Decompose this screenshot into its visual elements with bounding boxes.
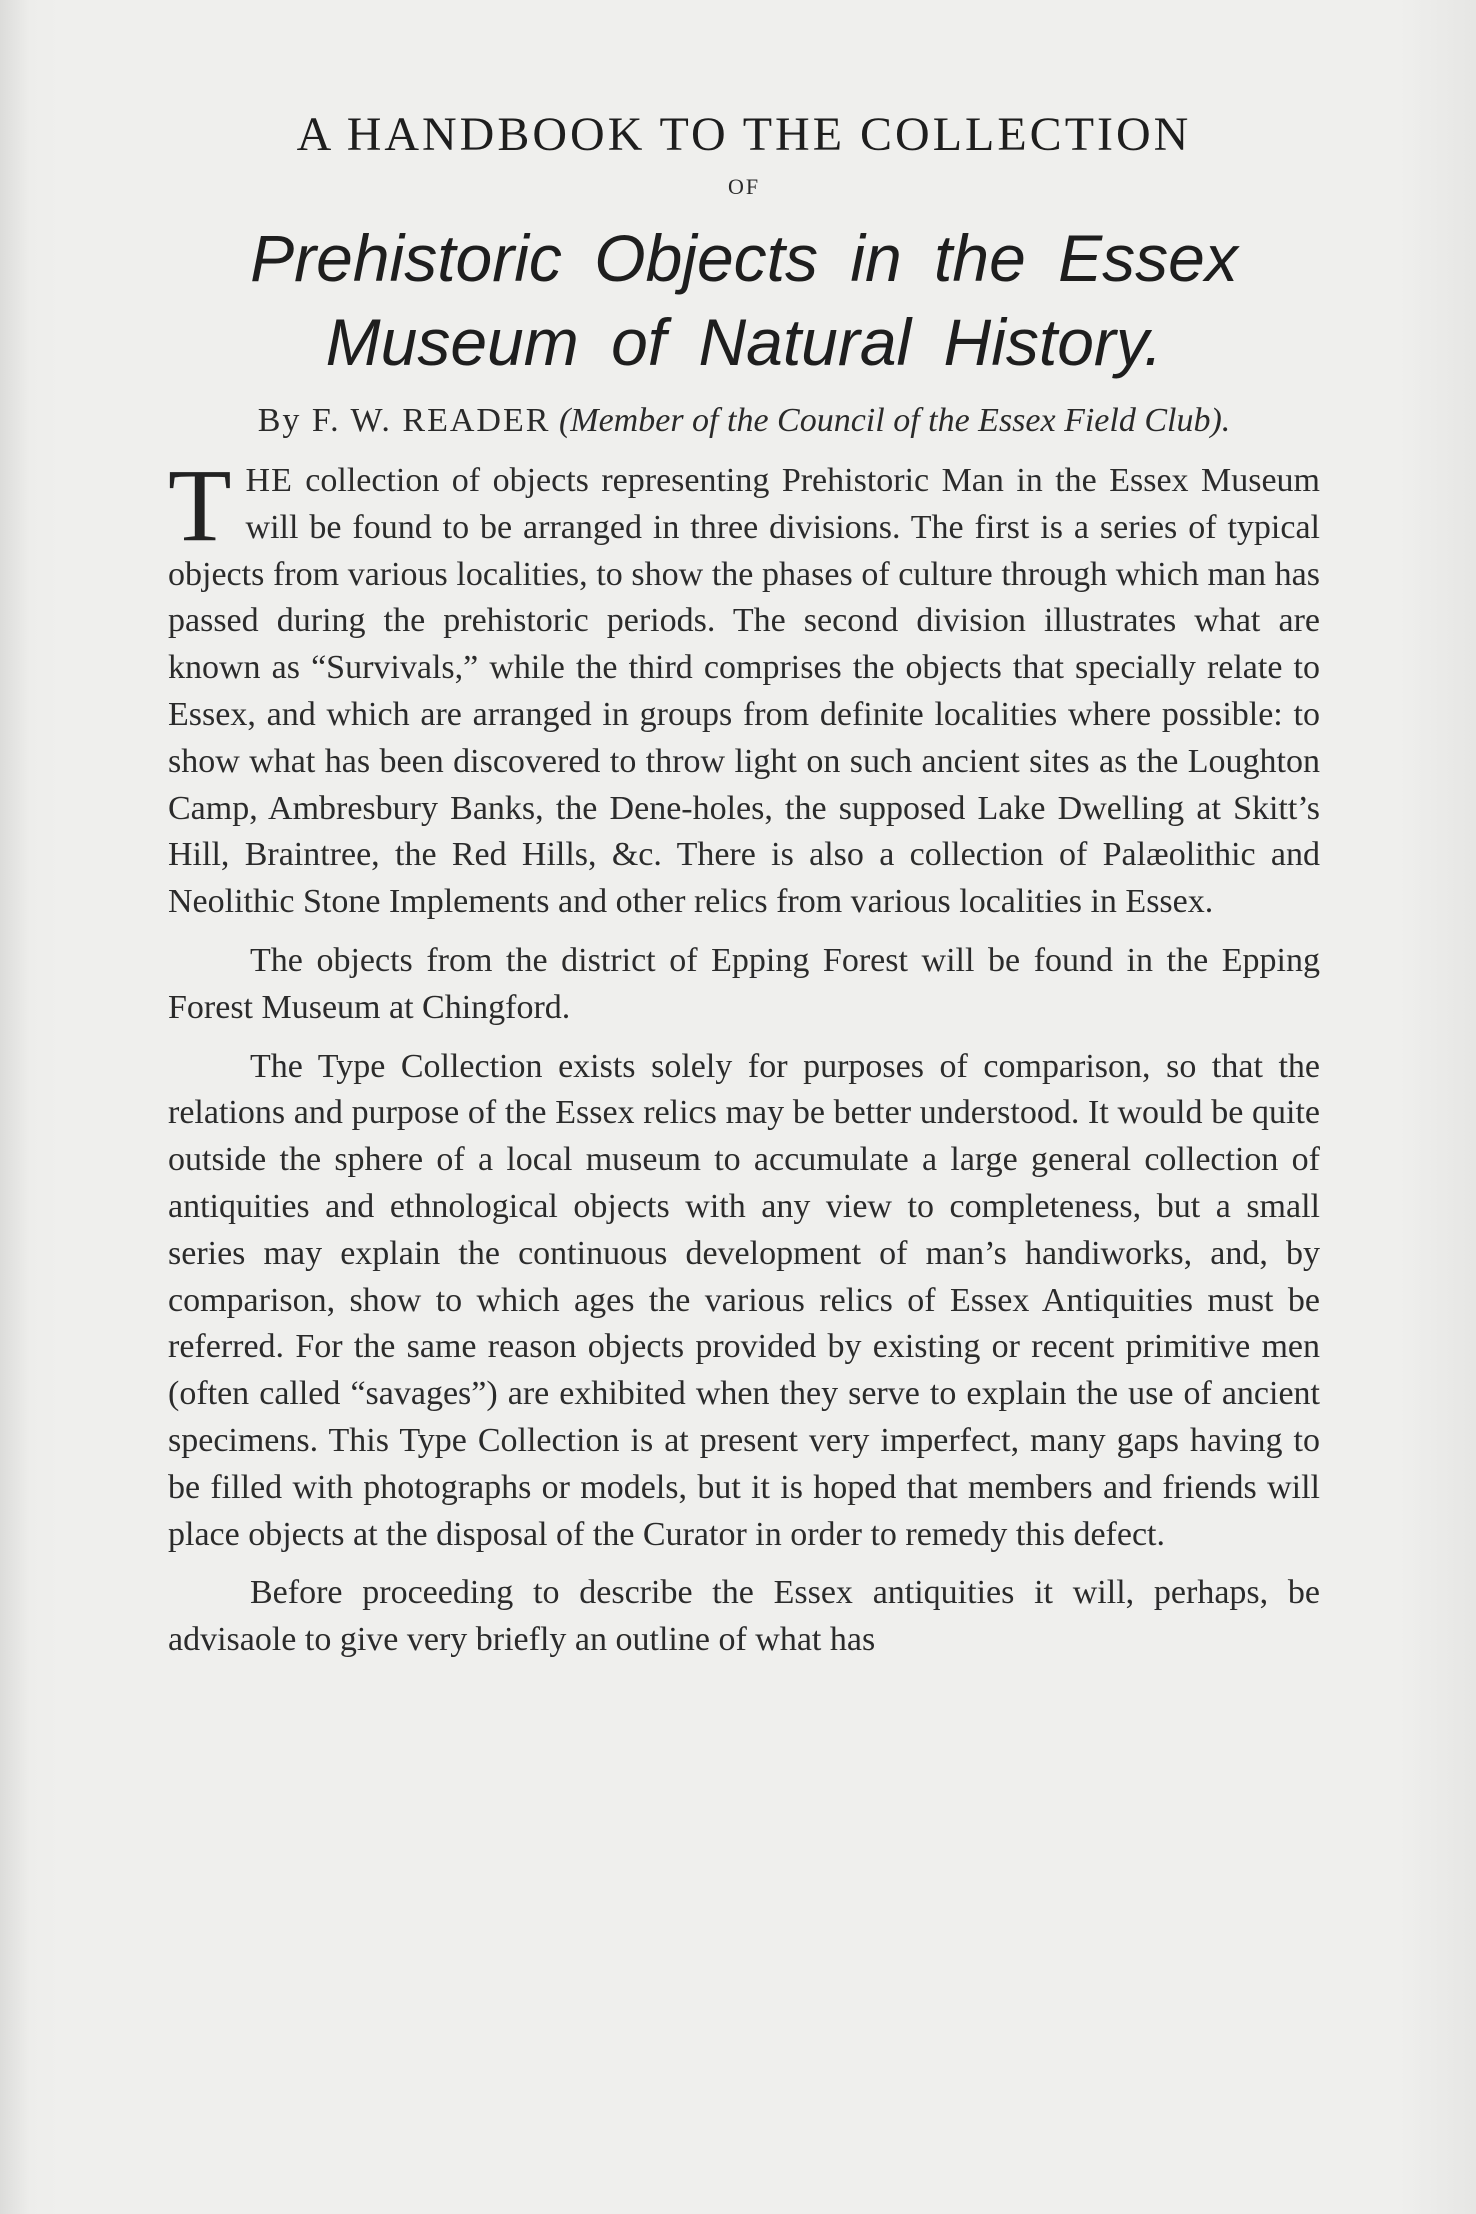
paragraph-3: The Type Collection exists solely for purposes of comparison, so that the relations and purpose of the Essex relics may be better understood. It would be quite outside the sphere of a local museum to accumulate a large general collection of antiquities and ethnological objects with any view to completeness, but a small series may explain the continuous development of man’s handiworks, and, by comparison, show to which ages the various relics of Essex Antiquities must be referred. For the same reason objects provided by existing or recent primitive men (often called “savages”) are exhibited when they serve to explain the use of ancient specimens. This Type Collection is at present very imperfect, many gaps having to be filled with photographs or models, but it is hoped that members and friends will place objects at the disposal of the Curator in order to remedy this defect.: [168, 1047, 1320, 1553]
page-subtitle: [168, 216, 1320, 384]
subtitle-line-2: Museum of Natural History.: [325, 305, 1163, 379]
paragraph-1-text: collection of objects representing Prehistoric Man in the Essex Museum will be found to be arranged in three divisions. The first is a series of typical objects from various localities, to show the phases of culture through which man has passed during the prehistoric periods. The second division illustrates what are known as “Survivals,” while the third comprises the objects that specially relate to Essex, and which are arranged in groups from definite localities where possible: to show what has been discovered to throw light on such ancient sites as the Loughton Camp, Ambresbury Banks, the Dene-holes, the supposed Lake Dwelling at Skitt’s Hill, Braintree, the Red Hills, &c. There is also a collection of Palæolithic and Neolithic Stone Implements and other relics from various localities in Essex.: [168, 462, 1320, 921]
author-role: (Member of the Council of the Essex Field Club).: [558, 402, 1231, 439]
subtitle-line-1: Prehistoric Objects in the Essex: [250, 221, 1238, 295]
article-body: [168, 448, 1320, 1664]
author-name: By F. W. READER: [257, 402, 551, 439]
paragraph-1: [168, 448, 1320, 926]
paragraph-1-first-word: HE: [245, 462, 293, 499]
paragraph-4: Before proceeding to describe the Essex antiquities it will, perhaps, be advisaole to give very briefly an outline of what has: [168, 1574, 1320, 1659]
author-byline: [168, 398, 1320, 444]
drop-cap: T: [168, 448, 232, 563]
title-connector: OF: [727, 174, 761, 199]
page-title: A HANDBOOK TO THE COLLECTION: [296, 108, 1192, 161]
paragraph-2: The objects from the district of Epping Forest will be found in the Epping Forest Museum at Chingford.: [168, 941, 1320, 1026]
page-content: [168, 100, 1320, 1676]
